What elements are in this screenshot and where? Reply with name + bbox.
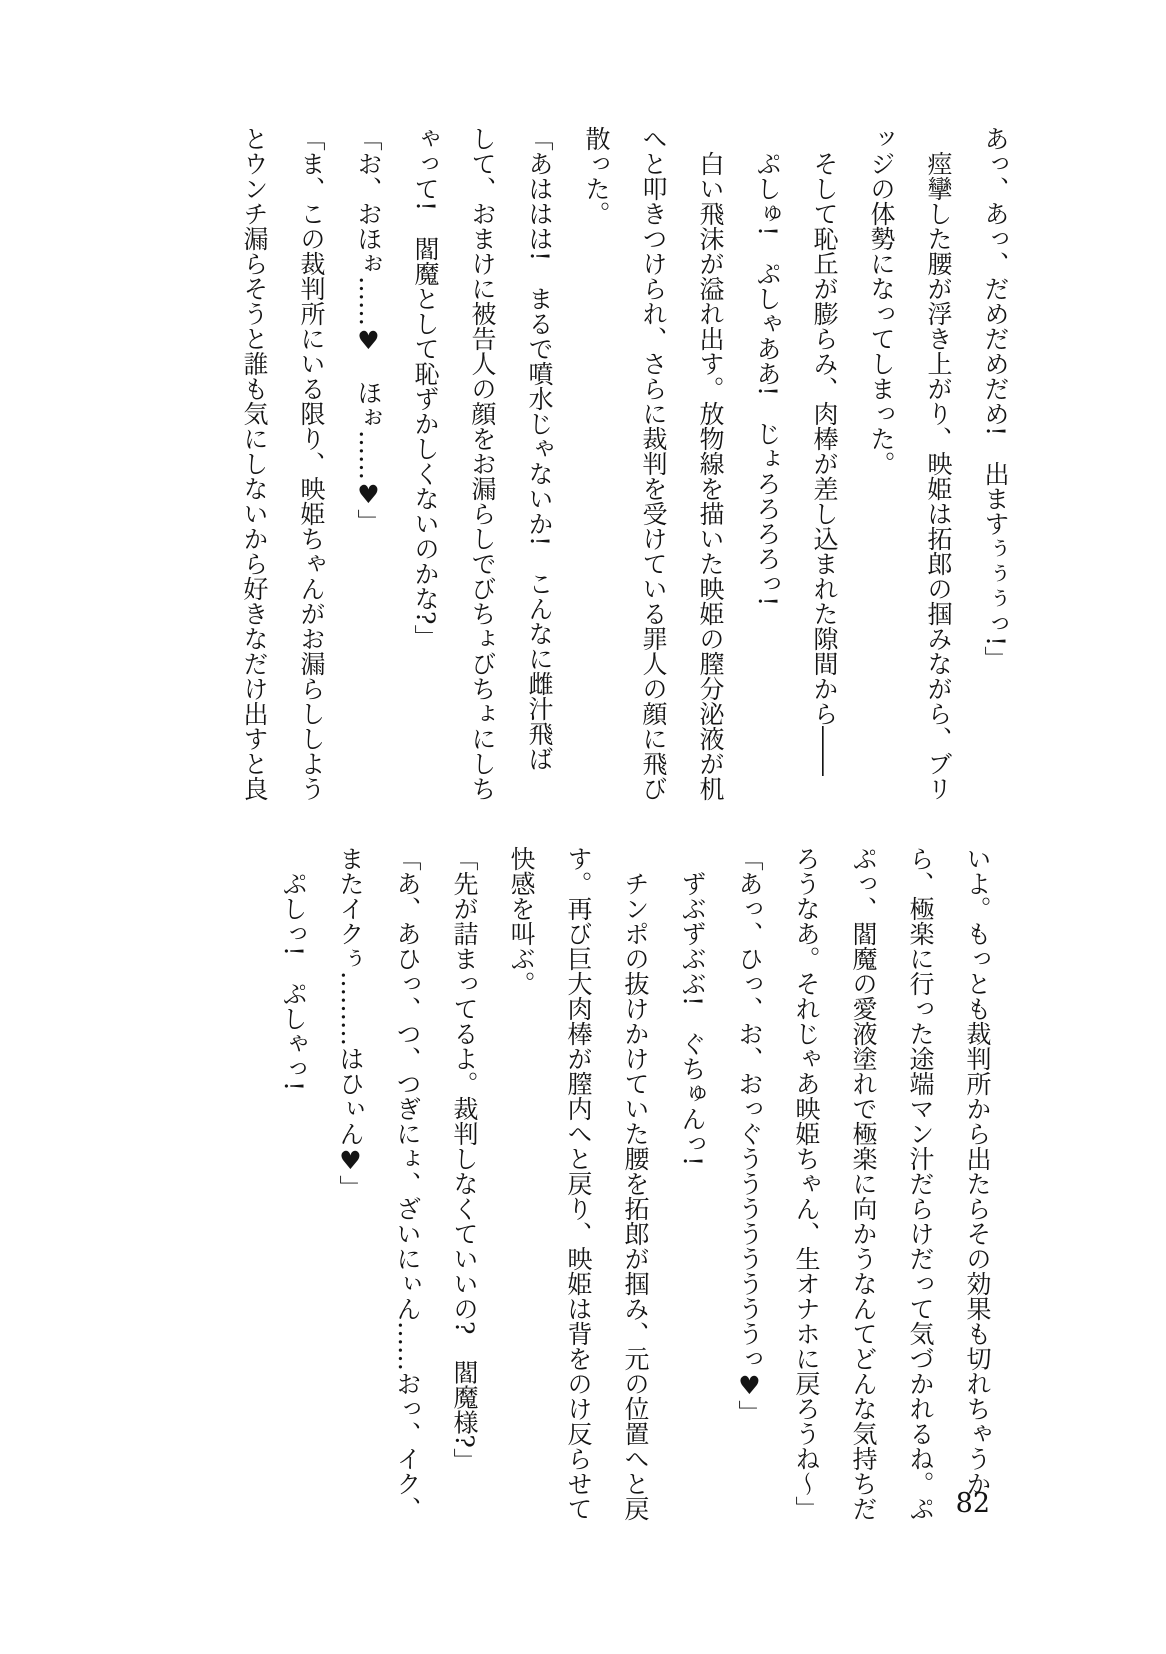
text-line: 白い飛沫が溢れ出す。放物線を描いた映姫の膣分泌液が机 [696,126,725,801]
text-block-bottom [265,846,1006,1536]
text-line: とウンチ漏らそうと誰も気にしないから好きなだけ出すと良 [240,126,269,801]
page-number: 82 [955,1488,990,1519]
text-line: ぷっ、閻魔の愛液塗れで極楽に向かうなんてどんな気持ちだ [849,846,878,1521]
text-block-top [226,126,1024,816]
text-line: 「ま、この裁判所にいる限り、映姫ちゃんがお漏らししよう [297,126,326,801]
text-line: そして恥丘が膨らみ、肉棒が差し込まれた隙間から―― [810,126,839,776]
text-line: へと叩きつけられ、さらに裁判を受けている罪人の顔に飛び [639,126,668,801]
text-line: ぷしゅ! ぷしゃああ! じょろろろろっ! [753,126,782,607]
text-line: 「お、おほぉ……♥ ほぉ……♥」 [354,126,383,534]
text-line: あっ、あっ、だめだめだめ! 出ますぅぅぅっ!」 [981,126,1010,672]
text-line: ゃって! 閻魔として恥ずかしくないのかな?」 [411,126,440,650]
text-line: 痙攣した腰が浮き上がり、映姫は拓郎の掴みながら、ブリ [924,126,953,801]
text-line: チンポの抜けかけていた腰を拓郎が掴み、元の位置へと戻 [621,846,650,1521]
text-line: ぷしっ! ぷしゃっ! [279,846,308,1092]
text-line: ら、極楽に行った途端マン汁だらけだって気づかれるね。ぷ [906,846,935,1521]
text-line: 散った。 [582,126,611,226]
text-line: ずぶずぶぶ! ぐちゅんっ! [678,846,707,1167]
text-line: 「あははは! まるで噴水じゃないか! こんなに雌汁飛ば [525,126,554,772]
text-line: して、おまけに被告人の顔をお漏らしでびちょびちょにしち [468,126,497,801]
text-line: ろうなあ。それじゃあ映姫ちゃん、生オナホに戻ろうね〜」 [792,846,821,1521]
text-line: ッジの体勢になってしまった。 [867,126,896,476]
text-line: す。再び巨大肉棒が膣内へと戻り、映姫は背をのけ反らせて [564,846,593,1521]
text-line: 快感を叫ぶ。 [507,846,536,996]
text-line: 「先が詰まってるよ。裁判しなくていいの? 閻魔様?」 [450,846,479,1473]
text-line: またイクぅ………はひぃん♥」 [336,846,365,1200]
text-line: いよ。もっとも裁判所から出たらその効果も切れちゃうか [963,846,992,1496]
text-line: 「あっ、ひっ、お、おっぐううううううううっ♥」 [735,846,764,1425]
text-line: 「あ、あひっ、つ、つぎにょ、ざいにぃん……おっ、イク、 [393,846,422,1521]
